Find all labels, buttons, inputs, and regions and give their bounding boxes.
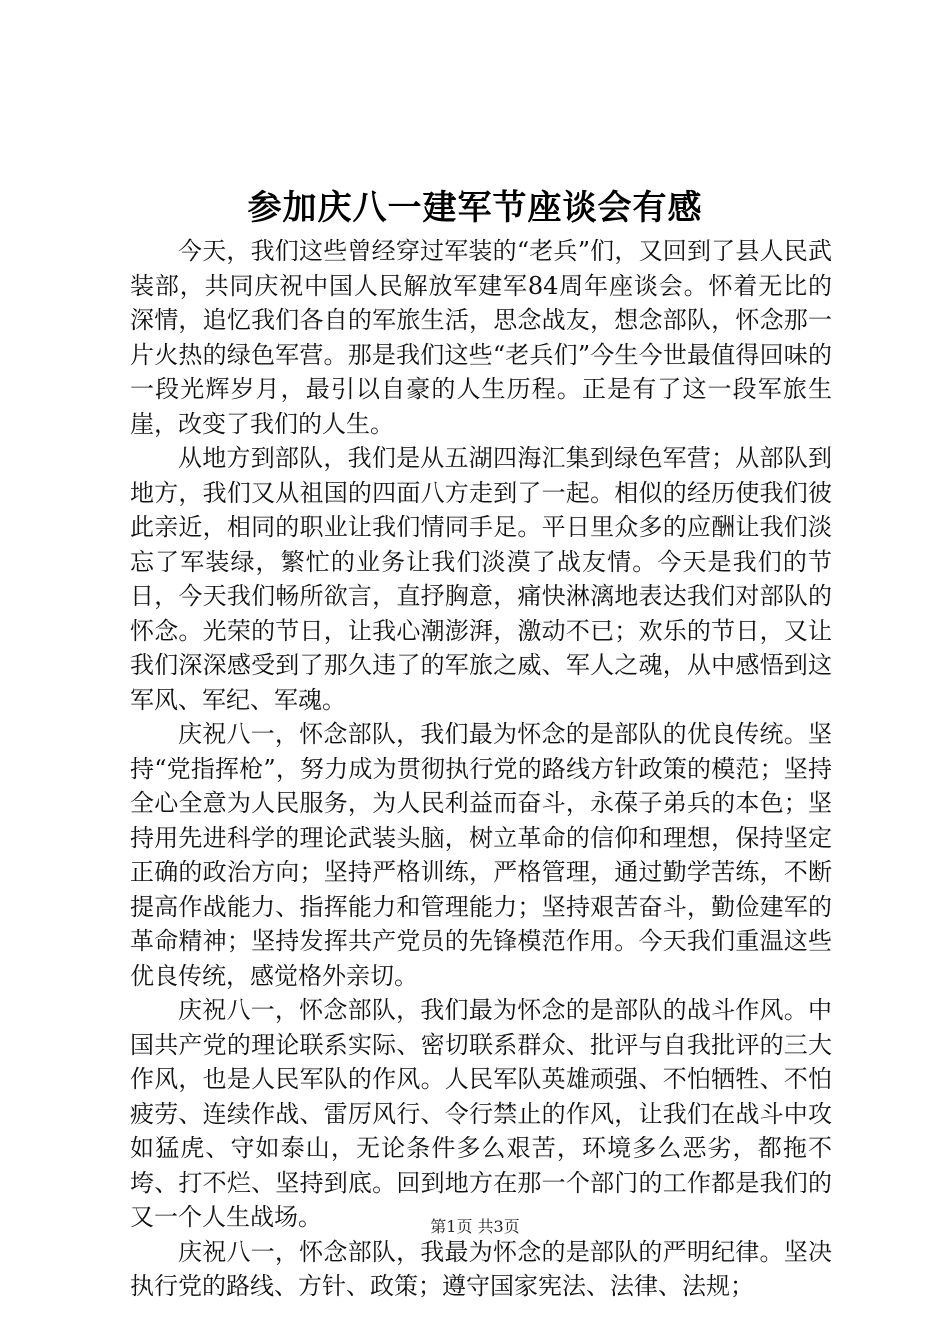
document-title: 参加庆八一建军节座谈会有感 (247, 188, 703, 228)
paragraph-4: 庆祝八一，怀念部队，我们最为怀念的是部队的战斗作风。中国共产党的理论联系实际、密切联系群众、批评与自我批评的三大作风，也是人民军队的作风。人民军队英雄顽强、不怕牺牲、不怕疲劳、连续作战、雷厉风行、令行禁止的作风，让我们在战斗中攻如猛虎、守如泰山，无论条件多么艰苦，环境多么恶劣，都拖不垮、打不烂、坚持到底。回到地方在那一个部门的工作都是我们的又一个人生战场。 (130, 996, 832, 1231)
paragraph-2: 从地方到部队，我们是从五湖四海汇集到绿色军营；从部队到地方，我们又从祖国的四面八方走到了一起。相似的经历使我们彼此亲近，相同的职业让我们情同手足。平日里众多的应酬让我们淡忘了军装绿，繁忙的业务让我们淡漠了战友情。今天是我们的节日，今天我们畅所欲言，直抒胸意，痛快淋漓地表达我们对部队的怀念。光荣的节日，让我心潮澎湃，激动不已；欢乐的节日，又让我们深深感受到了那久违了的军旅之威、军人之魂，从中感悟到这军风、军纪、军魂。 (130, 444, 832, 714)
page-footer: 第1页 共3页 (430, 1217, 520, 1236)
paragraph-5: 庆祝八一，怀念部队，我最为怀念的是部队的严明纪律。坚决执行党的路线、方针、政策；遵守国家宪法、法律、法规； (130, 1237, 832, 1300)
document-body (130, 234, 832, 1304)
paragraph-3: 庆祝八一，怀念部队，我们最为怀念的是部队的优良传统。坚持“党指挥枪”，努力成为贯彻执行党的路线方针政策的模范；坚持全心全意为人民服务，为人民利益而奋斗，永葆子弟兵的本色；坚持用先进科学的理论武装头脑，树立革命的信仰和理想，保持坚定正确的政治方向；坚持严格训练，严格管理，通过勤学苦练，不断提高作战能力、指挥能力和管理能力；坚持艰苦奋斗，勤俭建军的革命精神；坚持发挥共产党员的先锋模范作用。今天我们重温这些优良传统，感觉格外亲切。 (130, 720, 832, 990)
paragraph-1: 今天，我们这些曾经穿过军装的“老兵”们，又回到了县人民武装部，共同庆祝中国人民解放军建军84周年座谈会。怀着无比的深情，追忆我们各自的军旅生活，思念战友，想念部队，怀念那一片火热的绿色军营。那是我们这些“老兵们”今生今世最值得回味的一段光辉岁月，最引以自豪的人生历程。正是有了这一段军旅生崖，改变了我们的人生。 (130, 237, 832, 438)
